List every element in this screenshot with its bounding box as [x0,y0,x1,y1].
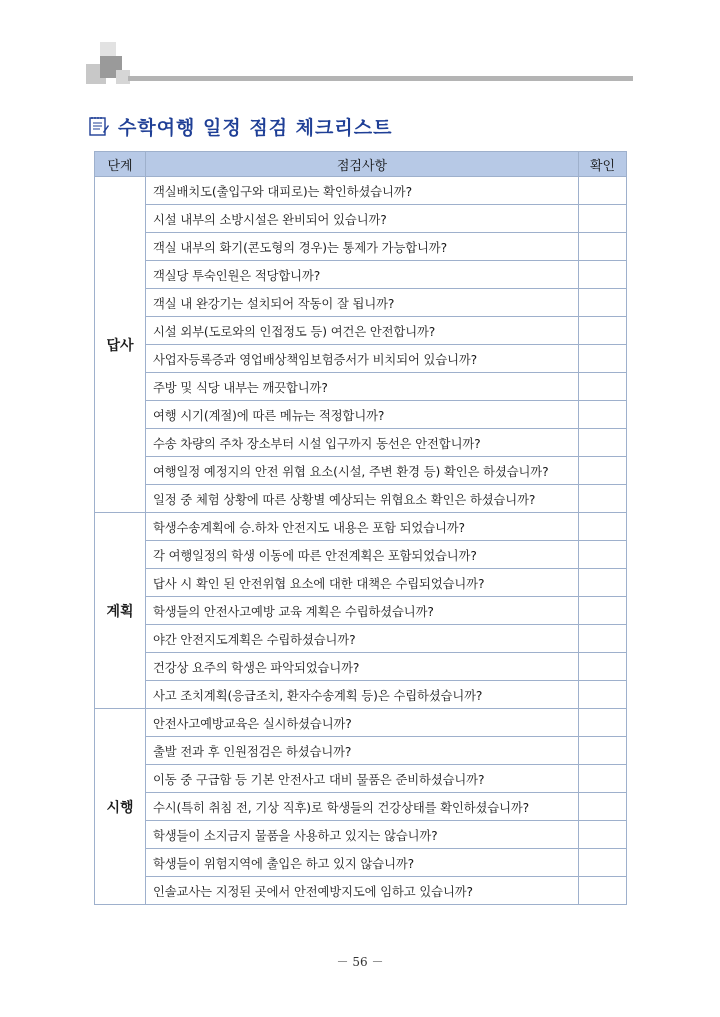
check-cell[interactable] [579,261,627,289]
table-row [95,653,627,681]
checklist-item: 시설 외부(도로와의 인접정도 등) 여건은 안전합니까? [146,317,579,345]
checklist-item: 시설 내부의 소방시설은 완비되어 있습니까? [146,205,579,233]
table-row [95,597,627,625]
check-cell[interactable] [579,821,627,849]
check-cell[interactable] [579,625,627,653]
table-row [95,765,627,793]
table-row [95,373,627,401]
title-row [88,112,392,140]
checklist-item: 야간 안전지도계획은 수립하셨습니까? [146,625,579,653]
table-row [95,233,627,261]
checklist-item: 안전사고예방교육은 실시하셨습니까? [146,709,579,737]
check-cell[interactable] [579,737,627,765]
check-cell[interactable] [579,289,627,317]
check-cell[interactable] [579,793,627,821]
table-row [95,681,627,709]
check-cell[interactable] [579,233,627,261]
checklist-item: 학생들의 안전사고예방 교육 계획은 수립하셨습니까? [146,597,579,625]
checklist-item: 수시(특히 취침 전, 기상 직후)로 학생들의 건강상태를 확인하셨습니까? [146,793,579,821]
check-cell[interactable] [579,429,627,457]
check-cell[interactable] [579,345,627,373]
table-row [95,849,627,877]
category-cell: 답사 [95,177,146,513]
page-title: 수학여행 일정 점검 체크리스트 [118,116,393,139]
table-row [95,625,627,653]
check-cell[interactable] [579,877,627,905]
table-row [95,821,627,849]
table-row [95,429,627,457]
page-number: － 56 － [336,955,384,969]
checklist-item: 답사 시 확인 된 안전위협 요소에 대한 대책은 수립되었습니까? [146,569,579,597]
table-row [95,541,627,569]
checklist-item: 여행 시기(계절)에 따른 메뉴는 적정합니까? [146,401,579,429]
checklist-item: 각 여행일정의 학생 이동에 따른 안전계획은 포함되었습니까? [146,541,579,569]
table-row [95,457,627,485]
check-cell[interactable] [579,177,627,205]
check-cell[interactable] [579,513,627,541]
checklist-item: 사업자등록증과 영업배상책임보험증서가 비치되어 있습니까? [146,345,579,373]
check-cell[interactable] [579,205,627,233]
check-cell[interactable] [579,457,627,485]
table-row [95,485,627,513]
table-header-row [95,152,627,177]
checklist-notepad-icon [88,115,110,137]
header-rule [128,76,633,81]
checklist-item: 여행일정 예정지의 안전 위협 요소(시설, 주변 환경 등) 확인은 하셨습니까? [146,457,579,485]
check-cell[interactable] [579,653,627,681]
checklist-item: 객실배치도(출입구와 대피로)는 확인하셨습니까? [146,177,579,205]
table-row [95,177,627,205]
table-row [95,737,627,765]
header-category: 단계 [95,152,146,177]
checklist-item: 객실당 투숙인원은 적당합니까? [146,261,579,289]
check-cell[interactable] [579,709,627,737]
check-cell[interactable] [579,681,627,709]
header-check: 확인 [579,152,627,177]
checklist-table [94,151,627,905]
checklist-item: 학생들이 위험지역에 출입은 하고 있지 않습니까? [146,849,579,877]
checklist-item: 출발 전과 후 인원점검은 하셨습니까? [146,737,579,765]
checklist-item: 이동 중 구급함 등 기본 안전사고 대비 물품은 준비하셨습니까? [146,765,579,793]
header-item: 점검사항 [146,152,579,177]
checklist-item: 객실 내부의 화기(콘도형의 경우)는 통제가 가능합니까? [146,233,579,261]
checklist-item: 일정 중 체험 상황에 따른 상황별 예상되는 위협요소 확인은 하셨습니까? [146,485,579,513]
checklist-item: 사고 조치계획(응급조치, 환자수송계획 등)은 수립하셨습니까? [146,681,579,709]
table-row [95,569,627,597]
check-cell[interactable] [579,541,627,569]
checklist-item: 인솔교사는 지정된 곳에서 안전예방지도에 임하고 있습니까? [146,877,579,905]
table-row [95,793,627,821]
category-cell: 시행 [95,709,146,905]
check-cell[interactable] [579,401,627,429]
table-row [95,205,627,233]
header-decoration [86,42,636,94]
table-row [95,401,627,429]
check-cell[interactable] [579,765,627,793]
table-row [95,877,627,905]
table-row [95,317,627,345]
table-body [95,177,627,905]
checklist-item: 수송 차량의 주차 장소부터 시설 입구까지 동선은 안전합니까? [146,429,579,457]
table-row [95,709,627,737]
table-row [95,345,627,373]
check-cell[interactable] [579,849,627,877]
check-cell[interactable] [579,569,627,597]
table-row [95,289,627,317]
check-cell[interactable] [579,373,627,401]
checklist-item: 객실 내 완강기는 설치되어 작동이 잘 됩니까? [146,289,579,317]
check-cell[interactable] [579,597,627,625]
checklist-item: 주방 및 식당 내부는 깨끗합니까? [146,373,579,401]
table-row [95,261,627,289]
checklist-item: 학생수송계획에 승.하차 안전지도 내용은 포함 되었습니까? [146,513,579,541]
table-row [95,513,627,541]
check-cell[interactable] [579,485,627,513]
checklist-item: 건강상 요주의 학생은 파악되었습니까? [146,653,579,681]
check-cell[interactable] [579,317,627,345]
category-cell: 계획 [95,513,146,709]
checklist-item: 학생들이 소지금지 물품을 사용하고 있지는 않습니까? [146,821,579,849]
